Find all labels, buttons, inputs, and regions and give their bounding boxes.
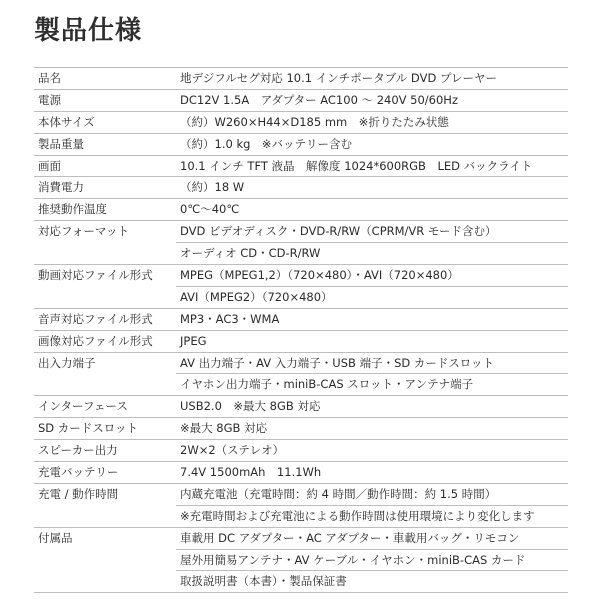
spec-row	[34, 90, 568, 112]
spec-value: ※充電時間および充電池による動作時間は使用環境により変化します	[180, 508, 535, 523]
spec-label: SD カードスロット	[38, 421, 138, 436]
spec-value: 2W×2（ステレオ）	[180, 443, 285, 458]
spec-values	[176, 199, 568, 220]
spec-value: 0℃～40℃	[180, 202, 240, 217]
spec-values	[176, 68, 568, 89]
spec-values	[176, 156, 568, 177]
spec-value: 屋外用簡易アンテナ・AV ケーブル・イヤホン・miniB-CAS カード	[176, 550, 568, 572]
spec-table	[34, 67, 568, 593]
spec-values	[176, 440, 568, 461]
spec-row	[34, 309, 568, 331]
spec-values	[176, 353, 568, 396]
spec-value: （約）1.0 kg ※バッテリー含む	[180, 136, 353, 151]
spec-label: インターフェース	[38, 399, 128, 414]
spec-row	[34, 528, 568, 594]
spec-value: イヤホン出力端子・miniB-CAS スロット・アンテナ端子	[180, 377, 474, 392]
spec-row	[34, 353, 568, 397]
spec-label: 消費電力	[38, 180, 84, 195]
spec-label: 品名	[38, 71, 61, 85]
spec-values	[176, 90, 568, 111]
spec-values	[176, 462, 568, 483]
spec-row	[34, 112, 568, 134]
spec-label: 充電 / 動作時間	[38, 486, 119, 501]
spec-value: DVD ビデオディスク・DVD-R/RW（CPRM/VR モード含む）	[176, 221, 568, 243]
spec-values	[176, 177, 568, 198]
spec-label: 画面	[38, 158, 61, 173]
spec-label: 出入力端子	[38, 355, 96, 370]
spec-value: 7.4V 1500mAh 11.1Wh	[180, 465, 322, 480]
spec-row	[34, 418, 568, 440]
spec-row	[34, 396, 568, 418]
spec-value: DC12V 1.5A アダプター AC100 ～ 240V 50/60Hz	[180, 92, 458, 107]
spec-label: 本体サイズ	[38, 114, 95, 129]
spec-label: 充電バッテリー	[38, 465, 119, 480]
spec-row	[34, 67, 568, 90]
spec-value: （約）W260×H44×D185 mm ※折りたたみ状態	[180, 114, 449, 129]
spec-label: 音声対応ファイル形式	[38, 311, 153, 326]
spec-row	[34, 331, 568, 353]
spec-values	[176, 309, 568, 330]
spec-row	[34, 199, 568, 221]
spec-values	[176, 331, 568, 352]
spec-row	[34, 134, 568, 156]
spec-values	[176, 528, 568, 593]
spec-label: 動画対応ファイル形式	[38, 268, 153, 283]
spec-value: オーディオ CD・CD-R/RW	[180, 246, 321, 261]
spec-row	[34, 484, 568, 528]
spec-value: AV 出力端子・AV 入力端子・USB 端子・SD カードスロット	[176, 353, 568, 375]
spec-label: 電源	[38, 92, 61, 107]
spec-value: 10.1 インチ TFT 液晶 解像度 1024*600RGB LED バックライト	[180, 158, 533, 173]
spec-values	[176, 418, 568, 439]
spec-values	[176, 134, 568, 155]
spec-value: MP3・AC3・WMA	[180, 311, 280, 326]
spec-label: 製品重量	[38, 136, 84, 151]
spec-values	[176, 221, 568, 264]
spec-value: ※最大 8GB 対応	[180, 421, 268, 436]
spec-label: 推奨動作温度	[38, 202, 107, 217]
spec-values	[176, 265, 568, 308]
spec-label: 対応フォーマット	[38, 224, 129, 239]
spec-value: （約）18 W	[180, 180, 245, 195]
spec-values	[176, 396, 568, 417]
spec-value: 内蔵充電池（充電時間：約 4 時間／動作時間：約 1.5 時間）	[176, 484, 568, 506]
spec-value: MPEG（MPEG1,2）（720×480）・AVI（720×480）	[176, 265, 568, 287]
spec-row	[34, 265, 568, 309]
spec-row	[34, 156, 568, 178]
spec-row	[34, 440, 568, 462]
spec-values	[176, 112, 568, 133]
spec-label: 付属品	[38, 530, 73, 545]
spec-value: 地デジフルセグ対応 10.1 インチポータブル DVD プレーヤー	[180, 71, 497, 85]
spec-value: 取扱説明書（本書）・製品保証書	[180, 574, 347, 589]
page-title: 製品仕様	[34, 16, 143, 46]
spec-row	[34, 221, 568, 265]
spec-value: JPEG	[180, 333, 207, 348]
spec-value: 車載用 DC アダプター・AC アダプター・車載用バッグ・リモコン	[176, 528, 568, 550]
spec-row	[34, 177, 568, 199]
spec-value: USB2.0 ※最大 8GB 対応	[180, 399, 321, 414]
spec-row	[34, 462, 568, 484]
spec-value: AVI（MPEG2）（720×480）	[180, 289, 333, 304]
spec-label: 画像対応ファイル形式	[38, 333, 153, 348]
spec-label: スピーカー出力	[38, 443, 118, 458]
spec-values	[176, 484, 568, 527]
